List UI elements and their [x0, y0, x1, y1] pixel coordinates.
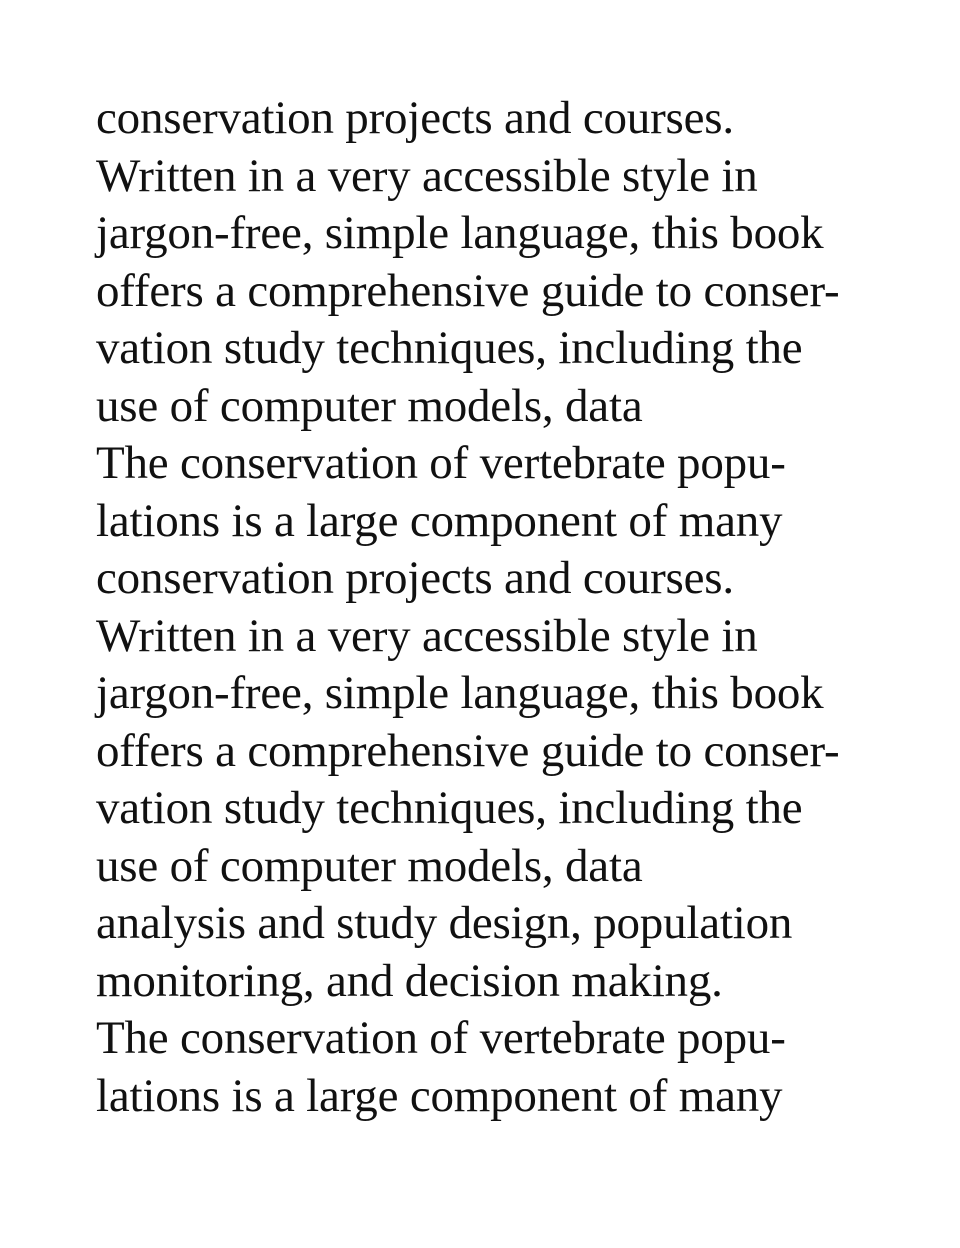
text-line: The conservation of vertebrate popu- [96, 1012, 786, 1064]
text-line: monitoring, and decision making. [96, 954, 723, 1007]
text-line: offers a comprehensive guide to conser- [96, 724, 840, 777]
text-line: Written in a very accessible style in [96, 609, 758, 662]
text-line: vation study techniques, including the [96, 322, 803, 374]
text-line: jargon-free, simple language, this book [96, 207, 824, 259]
text-line: conservation projects and courses. [96, 552, 734, 604]
text-line: analysis and study design, population [96, 897, 793, 949]
body-text [96, 90, 896, 1125]
text-line: offers a comprehensive guide to conser- [96, 264, 840, 317]
text-line: use of computer models, data [96, 379, 643, 432]
text-line: vation study techniques, including the [96, 782, 803, 834]
text-line: jargon-free, simple language, this book [96, 667, 824, 719]
text-line: lations is a large component of many [96, 494, 783, 547]
text-line: lations is a large component of many [96, 1069, 783, 1122]
text-line: Written in a very accessible style in [96, 149, 758, 202]
text-line: The conservation of vertebrate popu- [96, 437, 786, 489]
text-line: use of computer models, data [96, 839, 643, 892]
text-line: conservation projects and courses. [96, 92, 734, 144]
